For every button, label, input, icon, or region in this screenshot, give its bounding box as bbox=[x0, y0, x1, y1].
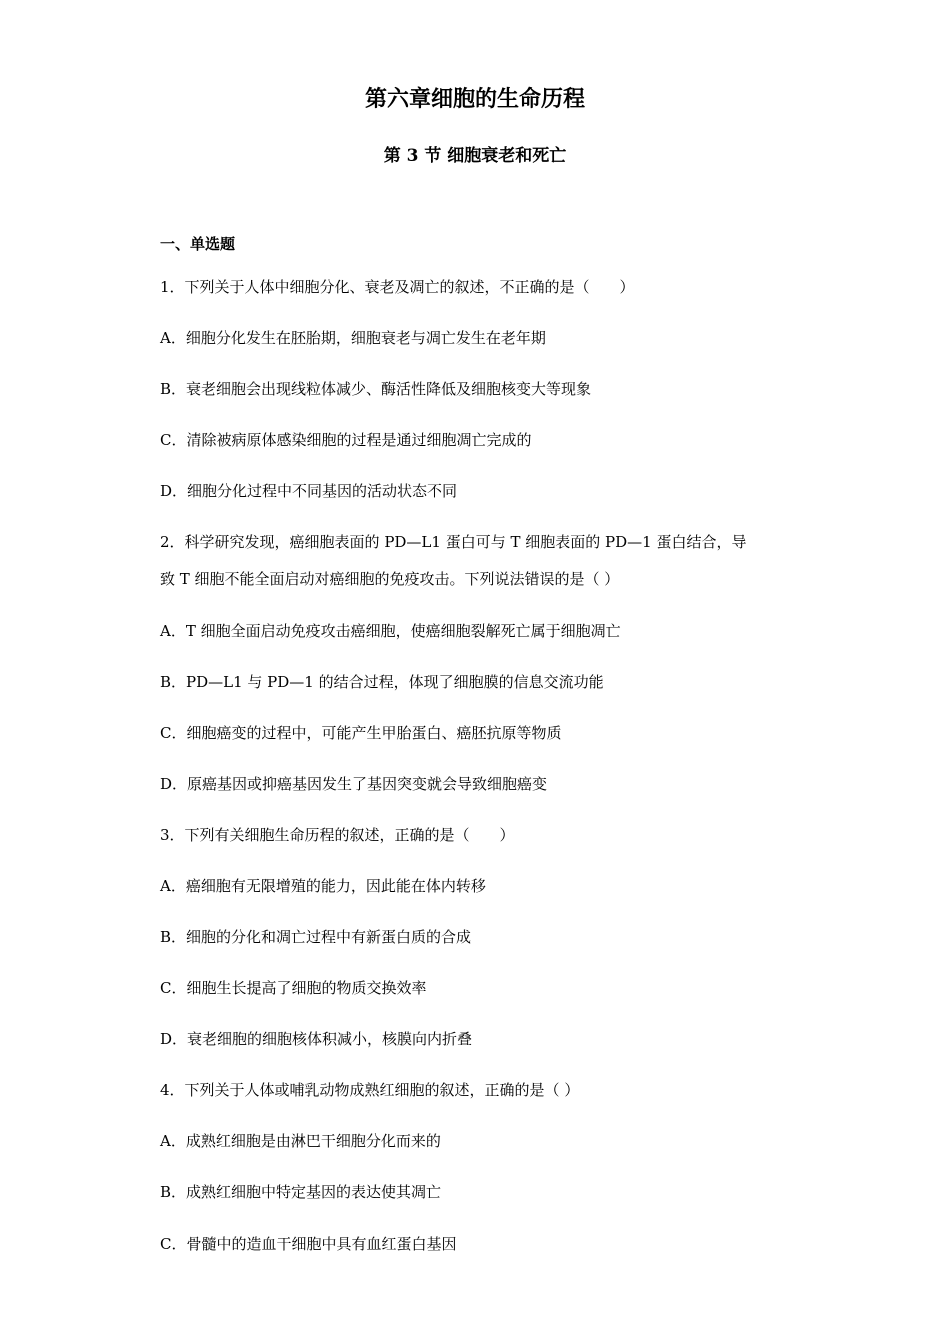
chapter-title: 第六章细胞的生命历程 bbox=[364, 86, 585, 112]
question-4-stem: 4．下列关于人体或哺乳动物成熟红细胞的叙述，正确的是（ ） bbox=[160, 1081, 580, 1099]
question-2-option-c: C．细胞癌变的过程中，可能产生甲胎蛋白、癌胚抗原等物质 bbox=[160, 724, 562, 742]
question-2-option-b: B．PD—L1 与 PD—1 的结合过程，体现了细胞膜的信息交流功能 bbox=[160, 673, 604, 691]
question-3-option-d: D．衰老细胞的细胞核体积减小，核膜向内折叠 bbox=[160, 1030, 473, 1048]
question-1-option-c: C．清除被病原体感染细胞的过程是通过细胞凋亡完成的 bbox=[160, 431, 532, 449]
question-2-option-d: D．原癌基因或抑癌基因发生了基因突变就会导致细胞癌变 bbox=[160, 775, 548, 793]
question-2-stem-line-2: 致 T 细胞不能全面启动对癌细胞的免疫攻击。下列说法错误的是（ ） bbox=[160, 570, 620, 588]
question-3-option-a: A．癌细胞有无限增殖的能力，因此能在体内转移 bbox=[160, 877, 486, 895]
question-4-option-b: B．成熟红细胞中特定基因的表达使其凋亡 bbox=[160, 1183, 442, 1201]
question-4-option-c: C．骨髓中的造血干细胞中具有血红蛋白基因 bbox=[160, 1235, 457, 1253]
question-1-option-d: D．细胞分化过程中不同基因的活动状态不同 bbox=[160, 482, 458, 500]
question-1-option-b: B．衰老细胞会出现线粒体减少、酶活性降低及细胞核变大等现象 bbox=[160, 380, 592, 398]
question-2-option-a: A．T 细胞全面启动免疫攻击癌细胞，使癌细胞裂解死亡属于细胞凋亡 bbox=[160, 622, 621, 640]
question-1-option-a: A．细胞分化发生在胚胎期，细胞衰老与凋亡发生在老年期 bbox=[160, 329, 546, 347]
question-3-option-b: B．细胞的分化和凋亡过程中有新蛋白质的合成 bbox=[160, 928, 472, 946]
question-3-option-c: C．细胞生长提高了细胞的物质交换效率 bbox=[160, 979, 427, 997]
section-title: 第 3 节 细胞衰老和死亡 bbox=[383, 146, 567, 166]
question-3-stem: 3．下列有关细胞生命历程的叙述，正确的是（ ） bbox=[160, 826, 515, 844]
question-4-option-a: A．成熟红细胞是由淋巴干细胞分化而来的 bbox=[160, 1132, 441, 1150]
question-2-stem-line-1: 2．科学研究发现，癌细胞表面的 PD—L1 蛋白可与 T 细胞表面的 PD—1 蛋白结合，导 bbox=[160, 533, 747, 551]
question-1-stem: 1．下列关于人体中细胞分化、衰老及凋亡的叙述，不正确的是（ ） bbox=[160, 278, 635, 296]
section-heading: 一、单选题 bbox=[160, 235, 236, 253]
